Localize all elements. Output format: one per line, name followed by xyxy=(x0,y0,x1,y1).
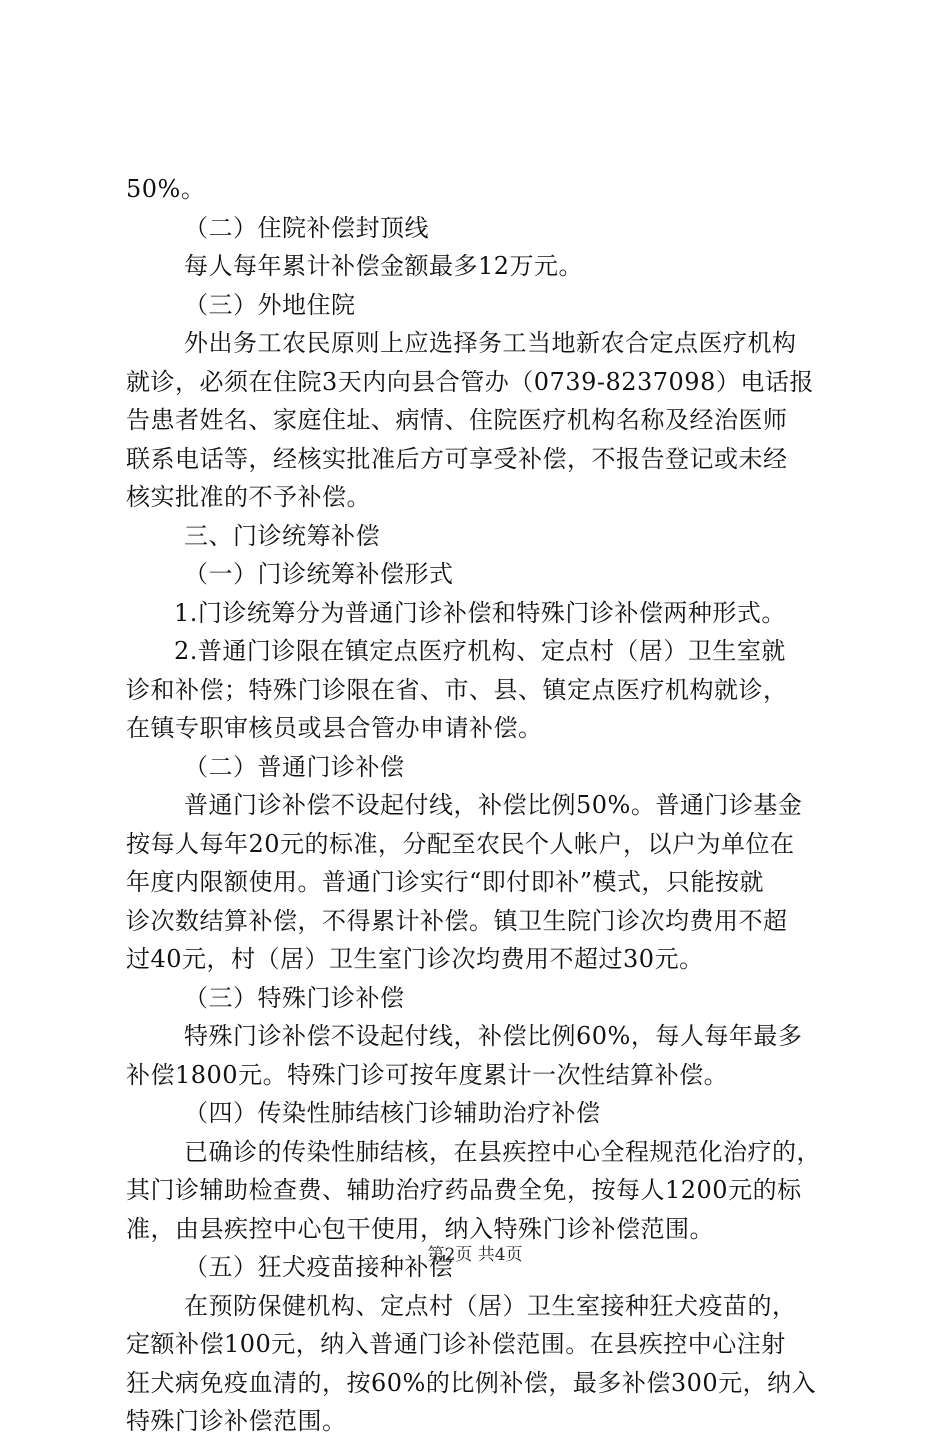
text-line: 2.普通门诊限在镇定点医疗机构、定点村（居）卫生室就 xyxy=(174,637,786,665)
text-line: 联系电话等，经核实批准后方可享受补偿，不报告登记或未经 xyxy=(126,444,788,473)
text-line: 外出务工农民原则上应选择务工当地新农合定点医疗机构 xyxy=(184,329,797,357)
text-line: 补偿1800元。特殊门诊可按年度累计一次性结算补偿。 xyxy=(126,1060,729,1089)
text-line: （三）特殊门诊补偿 xyxy=(184,983,405,1012)
text-line: 特殊门诊补偿范围。 xyxy=(126,1407,347,1435)
text-line: 其门诊辅助检查费、辅助治疗药品费全免，按每人1200元的标 xyxy=(126,1176,802,1204)
text-line: 年度内限额使用。普通门诊实行“即付即补”模式，只能按就 xyxy=(126,868,765,896)
text-line: 三、门诊统筹补偿 xyxy=(184,521,380,550)
text-line: 狂犬病免疫血清的，按60%的比例补偿，最多补偿300元，纳入 xyxy=(126,1368,817,1397)
text-line: 诊和补偿；特殊门诊限在省、市、县、镇定点医疗机构就诊， xyxy=(126,675,788,704)
text-line: 核实批准的不予补偿。 xyxy=(126,483,371,511)
text-line: 特殊门诊补偿不设起付线，补偿比例60%，每人每年最多 xyxy=(184,1022,803,1050)
text-line: 告患者姓名、家庭住址、病情、住院医疗机构名称及经治医师 xyxy=(126,406,788,434)
text-line: 准，由县疾控中心包干使用，纳入特殊门诊补偿范围。 xyxy=(126,1214,714,1243)
page-footer: 第2页 共4页 xyxy=(427,1245,523,1265)
text-line: 每人每年累计补偿金额最多12万元。 xyxy=(184,252,584,280)
text-line: （四）传染性肺结核门诊辅助治疗补偿 xyxy=(184,1099,601,1127)
text-line: （二）普通门诊补偿 xyxy=(184,752,405,781)
text-line: 就诊，必须在住院3天内向县合管办（0739-8237098）电话报 xyxy=(126,367,814,396)
text-line: （一）门诊统筹补偿形式 xyxy=(184,560,454,588)
text-line: 按每人每年20元的标准，分配至农民个人帐户，以户为单位在 xyxy=(126,829,795,858)
text-line: （五）狂犬疫苗接种补偿 xyxy=(184,1253,454,1281)
text-line: 在预防保健机构、定点村（居）卫生室接种狂犬疫苗的， xyxy=(184,1291,797,1320)
text-line: 定额补偿100元，纳入普通门诊补偿范围。在县疾控中心注射 xyxy=(126,1330,786,1358)
text-line: 在镇专职审核员或县合管办申请补偿。 xyxy=(126,714,543,742)
text-line: 1.门诊统筹分为普通门诊补偿和特殊门诊补偿两种形式。 xyxy=(174,598,786,627)
text-line: 诊次数结算补偿，不得累计补偿。镇卫生院门诊次均费用不超 xyxy=(126,906,788,935)
text-line: 已确诊的传染性肺结核，在县疾控中心全程规范化治疗的， xyxy=(184,1137,821,1166)
text-line: 过40元，村（居）卫生室门诊次均费用不超过30元。 xyxy=(126,945,704,973)
text-line: （三）外地住院 xyxy=(184,290,356,319)
text-line: （二）住院补偿封顶线 xyxy=(184,213,429,242)
text-line: 50%。 xyxy=(126,175,206,203)
text-line: 普通门诊补偿不设起付线，补偿比例50%。普通门诊基金 xyxy=(184,791,803,819)
